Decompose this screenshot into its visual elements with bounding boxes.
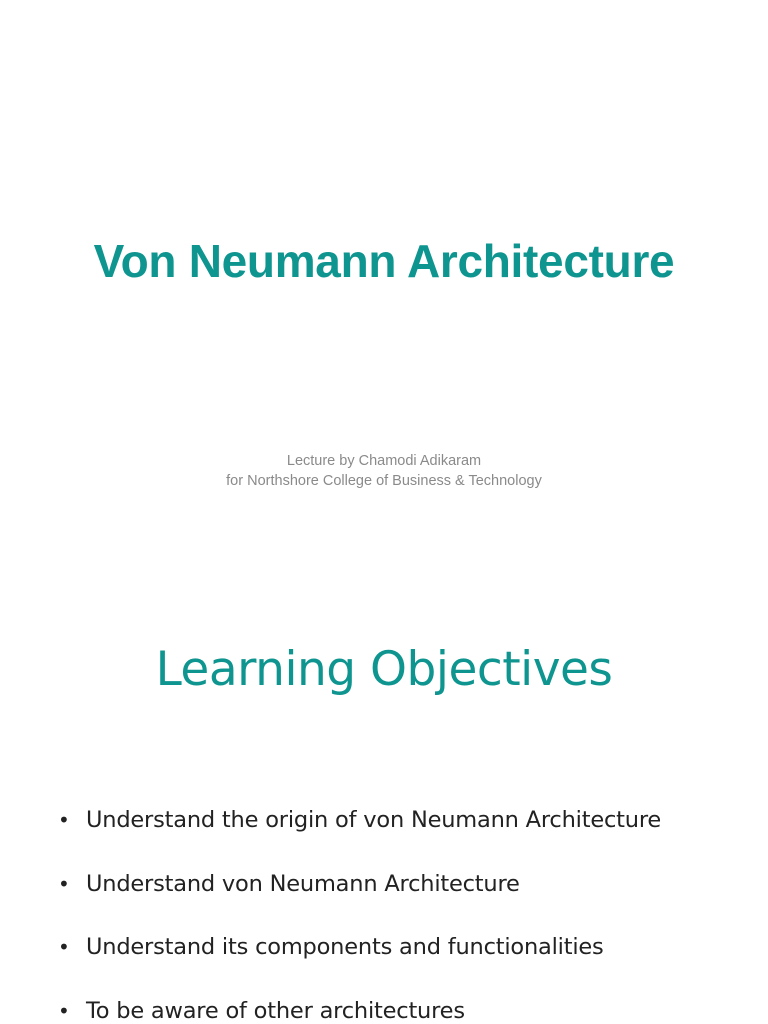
- bullet-icon: •: [58, 998, 70, 1023]
- byline-author: Lecture by Chamodi Adikaram: [286, 453, 482, 469]
- objectives-slide: [0, 560, 768, 1024]
- list-item-text: Understand its components and functionalities: [86, 934, 604, 960]
- lecture-byline: [0, 451, 768, 491]
- list-item-text: Understand von Neumann Architecture: [86, 870, 520, 897]
- objectives-title: Learning Objectives: [155, 642, 613, 697]
- bullet-icon: •: [58, 935, 70, 959]
- bullet-icon: •: [58, 871, 70, 896]
- presentation-title: Von Neumann Architecture: [93, 235, 675, 287]
- bullet-icon: •: [58, 808, 70, 832]
- list-item-text: Understand the origin of von Neumann Architecture: [86, 807, 662, 833]
- list-item-text: To be aware of other architectures: [86, 997, 465, 1024]
- byline-institution: for Northshore College of Business & Technology: [226, 473, 542, 489]
